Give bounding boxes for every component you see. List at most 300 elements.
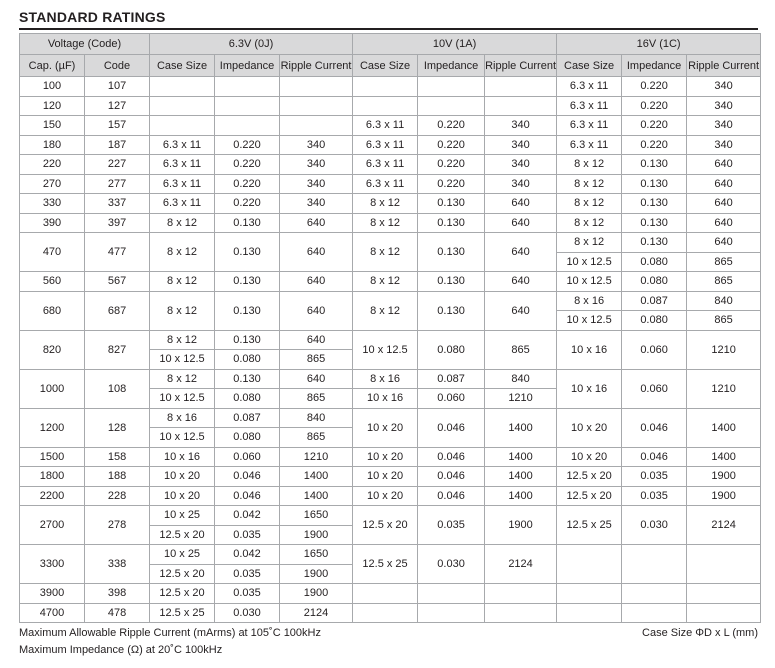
impedance-cell: 0.035 [215, 584, 280, 604]
table-row [20, 369, 761, 389]
ripple-cell: 1400 [485, 467, 557, 487]
impedance-cell: 0.220 [418, 135, 485, 155]
ripple-cell: 840 [687, 291, 761, 311]
impedance-cell: 0.130 [215, 213, 280, 233]
empty-cell [557, 545, 622, 584]
ripple-cell: 340 [280, 135, 353, 155]
empty-cell [687, 603, 761, 623]
ripple-cell: 2124 [280, 603, 353, 623]
empty-cell [418, 96, 485, 116]
impedance-cell: 0.035 [418, 506, 485, 545]
impedance-cell: 0.220 [418, 174, 485, 194]
impedance-cell: 0.220 [418, 155, 485, 175]
impedance-cell: 0.130 [215, 330, 280, 350]
ripple-cell: 640 [280, 330, 353, 350]
ripple-cell: 640 [485, 233, 557, 272]
impedance-cell: 0.046 [215, 486, 280, 506]
table-row [20, 506, 761, 526]
code-cell: 337 [85, 194, 150, 214]
ripple-header: Ripple Current [485, 55, 557, 77]
case-size-header: Case Size [353, 55, 418, 77]
impedance-cell: 0.046 [215, 467, 280, 487]
impedance-cell: 0.130 [215, 369, 280, 389]
cap-cell: 2200 [20, 486, 85, 506]
page-title: STANDARD RATINGS [19, 9, 166, 25]
ripple-cell: 1400 [280, 467, 353, 487]
impedance-cell: 0.035 [622, 486, 687, 506]
impedance-header: Impedance [215, 55, 280, 77]
case-size-header: Case Size [557, 55, 622, 77]
case-cell: 10 x 20 [353, 447, 418, 467]
ripple-header: Ripple Current [280, 55, 353, 77]
case-cell: 10 x 20 [150, 467, 215, 487]
impedance-header: Impedance [622, 55, 687, 77]
case-cell: 10 x 12.5 [353, 330, 418, 369]
cap-cell: 560 [20, 272, 85, 292]
empty-cell [353, 96, 418, 116]
ripple-cell: 340 [485, 116, 557, 136]
case-cell: 8 x 12 [353, 272, 418, 292]
case-cell: 10 x 12.5 [150, 350, 215, 370]
impedance-cell: 0.060 [622, 330, 687, 369]
case-cell: 8 x 12 [150, 233, 215, 272]
empty-cell [418, 77, 485, 97]
code-cell: 128 [85, 408, 150, 447]
code-cell: 228 [85, 486, 150, 506]
ripple-cell: 1400 [485, 447, 557, 467]
ripple-note: Maximum Allowable Ripple Current (mArms) at 105˚C 100kHz [19, 627, 321, 639]
ripple-cell: 340 [485, 155, 557, 175]
case-cell: 10 x 12.5 [557, 311, 622, 331]
code-cell: 278 [85, 506, 150, 545]
table-row [20, 233, 761, 253]
case-cell: 12.5 x 20 [557, 467, 622, 487]
ripple-cell: 1900 [280, 525, 353, 545]
ripple-cell: 640 [687, 155, 761, 175]
code-cell: 157 [85, 116, 150, 136]
cap-cell: 120 [20, 96, 85, 116]
case-cell: 12.5 x 20 [353, 506, 418, 545]
impedance-cell: 0.130 [622, 194, 687, 214]
ripple-cell: 1400 [485, 486, 557, 506]
table-row [20, 116, 761, 136]
case-cell: 8 x 12 [353, 291, 418, 330]
ripple-cell: 1900 [485, 506, 557, 545]
cap-cell: 1200 [20, 408, 85, 447]
impedance-cell: 0.060 [215, 447, 280, 467]
empty-cell [418, 603, 485, 623]
ripple-cell: 340 [485, 135, 557, 155]
ripple-cell: 1650 [280, 545, 353, 565]
empty-cell [687, 545, 761, 584]
impedance-cell: 0.087 [622, 291, 687, 311]
case-cell: 10 x 20 [353, 486, 418, 506]
code-cell: 127 [85, 96, 150, 116]
ripple-cell: 840 [280, 408, 353, 428]
impedance-cell: 0.220 [418, 116, 485, 136]
impedance-cell: 0.220 [215, 155, 280, 175]
impedance-cell: 0.060 [622, 369, 687, 408]
table-row [20, 584, 761, 604]
cap-cell: 470 [20, 233, 85, 272]
impedance-cell: 0.035 [215, 525, 280, 545]
case-cell: 10 x 12.5 [557, 252, 622, 272]
ripple-cell: 340 [280, 155, 353, 175]
ripple-cell: 865 [687, 252, 761, 272]
empty-cell [622, 603, 687, 623]
ripple-cell: 2124 [485, 545, 557, 584]
case-cell: 6.3 x 11 [557, 77, 622, 97]
impedance-cell: 0.080 [215, 428, 280, 448]
empty-cell [280, 116, 353, 136]
cap-cell: 820 [20, 330, 85, 369]
table-row [20, 291, 761, 311]
code-cell: 108 [85, 369, 150, 408]
empty-cell [215, 77, 280, 97]
ripple-cell: 865 [687, 272, 761, 292]
case-cell: 8 x 12 [353, 194, 418, 214]
case-cell: 6.3 x 11 [557, 96, 622, 116]
impedance-cell: 0.060 [418, 389, 485, 409]
table-row [20, 330, 761, 350]
ripple-cell: 340 [280, 174, 353, 194]
code-cell: 277 [85, 174, 150, 194]
impedance-cell: 0.130 [215, 291, 280, 330]
case-cell: 6.3 x 11 [353, 155, 418, 175]
case-cell: 8 x 12 [557, 194, 622, 214]
table-row [20, 135, 761, 155]
case-cell: 8 x 16 [150, 408, 215, 428]
cap-header: Cap. (µF) [20, 55, 85, 77]
ripple-cell: 340 [687, 77, 761, 97]
impedance-cell: 0.220 [622, 116, 687, 136]
empty-cell [215, 116, 280, 136]
impedance-cell: 0.220 [215, 194, 280, 214]
case-size-note: Case Size ΦD x L (mm) [642, 627, 758, 639]
ripple-cell: 340 [687, 135, 761, 155]
empty-cell [280, 96, 353, 116]
impedance-cell: 0.130 [418, 233, 485, 272]
ripple-cell: 1210 [280, 447, 353, 467]
ripple-cell: 640 [687, 213, 761, 233]
code-cell: 397 [85, 213, 150, 233]
table-row [20, 408, 761, 428]
impedance-cell: 0.220 [215, 135, 280, 155]
empty-cell [150, 77, 215, 97]
impedance-cell: 0.046 [418, 486, 485, 506]
impedance-note: Maximum Impedance (Ω) at 20˚C 100kHz [19, 644, 223, 656]
cap-cell: 220 [20, 155, 85, 175]
ripple-cell: 340 [687, 96, 761, 116]
code-cell: 338 [85, 545, 150, 584]
ripple-cell: 1900 [280, 564, 353, 584]
empty-cell [485, 77, 557, 97]
cap-cell: 2700 [20, 506, 85, 545]
ripple-cell: 640 [280, 272, 353, 292]
impedance-cell: 0.130 [622, 213, 687, 233]
table-row [20, 447, 761, 467]
case-cell: 12.5 x 20 [150, 525, 215, 545]
case-cell: 8 x 12 [557, 174, 622, 194]
table-row [20, 174, 761, 194]
case-cell: 6.3 x 11 [353, 174, 418, 194]
ripple-cell: 1650 [280, 506, 353, 526]
ripple-cell: 640 [485, 194, 557, 214]
ripple-cell: 640 [485, 272, 557, 292]
impedance-cell: 0.030 [622, 506, 687, 545]
case-cell: 10 x 20 [150, 486, 215, 506]
empty-cell [353, 584, 418, 604]
group-header-6v3: 6.3V (0J) [150, 34, 353, 55]
impedance-cell: 0.080 [622, 272, 687, 292]
ripple-cell: 640 [280, 213, 353, 233]
cap-cell: 180 [20, 135, 85, 155]
case-cell: 6.3 x 11 [150, 135, 215, 155]
impedance-cell: 0.130 [622, 174, 687, 194]
ripple-cell: 840 [485, 369, 557, 389]
ripple-cell: 865 [687, 311, 761, 331]
code-cell: 687 [85, 291, 150, 330]
case-cell: 10 x 16 [557, 369, 622, 408]
case-cell: 10 x 16 [150, 447, 215, 467]
ripple-cell: 340 [280, 194, 353, 214]
ripple-cell: 640 [687, 233, 761, 253]
impedance-cell: 0.080 [215, 350, 280, 370]
case-cell: 10 x 12.5 [150, 428, 215, 448]
case-cell: 8 x 12 [150, 369, 215, 389]
group-header-10v: 10V (1A) [353, 34, 557, 55]
empty-cell [485, 603, 557, 623]
case-cell: 12.5 x 20 [557, 486, 622, 506]
empty-cell [150, 96, 215, 116]
impedance-cell: 0.046 [622, 447, 687, 467]
empty-cell [622, 584, 687, 604]
impedance-cell: 0.030 [418, 545, 485, 584]
case-cell: 8 x 12 [150, 213, 215, 233]
ripple-cell: 340 [687, 116, 761, 136]
case-cell: 6.3 x 11 [557, 135, 622, 155]
impedance-cell: 0.130 [418, 194, 485, 214]
impedance-cell: 0.130 [215, 272, 280, 292]
impedance-cell: 0.046 [622, 408, 687, 447]
code-cell: 107 [85, 77, 150, 97]
table-row [20, 194, 761, 214]
impedance-cell: 0.130 [622, 233, 687, 253]
case-cell: 8 x 12 [150, 272, 215, 292]
case-cell: 12.5 x 25 [557, 506, 622, 545]
empty-cell [485, 584, 557, 604]
ripple-cell: 340 [485, 174, 557, 194]
case-cell: 6.3 x 11 [353, 116, 418, 136]
code-cell: 478 [85, 603, 150, 623]
code-cell: 187 [85, 135, 150, 155]
table-row [20, 96, 761, 116]
empty-cell [353, 603, 418, 623]
case-cell: 12.5 x 20 [150, 564, 215, 584]
case-cell: 10 x 20 [353, 408, 418, 447]
empty-cell [353, 77, 418, 97]
ripple-cell: 1900 [687, 467, 761, 487]
table-row [20, 272, 761, 292]
ripple-cell: 1900 [687, 486, 761, 506]
ripple-cell: 1400 [280, 486, 353, 506]
table-row [20, 545, 761, 565]
impedance-header: Impedance [418, 55, 485, 77]
code-cell: 227 [85, 155, 150, 175]
ripple-header: Ripple Current [687, 55, 761, 77]
case-cell: 10 x 25 [150, 506, 215, 526]
case-cell: 10 x 12.5 [557, 272, 622, 292]
impedance-cell: 0.046 [418, 447, 485, 467]
cap-cell: 4700 [20, 603, 85, 623]
impedance-cell: 0.130 [418, 272, 485, 292]
cap-cell: 1500 [20, 447, 85, 467]
case-cell: 8 x 12 [557, 155, 622, 175]
case-cell: 8 x 12 [353, 233, 418, 272]
case-cell: 10 x 16 [353, 389, 418, 409]
ripple-cell: 640 [485, 291, 557, 330]
ripple-cell: 2124 [687, 506, 761, 545]
case-cell: 6.3 x 11 [150, 194, 215, 214]
ripple-cell: 640 [485, 213, 557, 233]
impedance-cell: 0.130 [622, 155, 687, 175]
empty-cell [418, 584, 485, 604]
case-cell: 10 x 20 [557, 447, 622, 467]
ripple-cell: 865 [485, 330, 557, 369]
empty-cell [215, 96, 280, 116]
impedance-cell: 0.220 [622, 135, 687, 155]
case-cell: 10 x 20 [557, 408, 622, 447]
impedance-cell: 0.035 [622, 467, 687, 487]
cap-cell: 3900 [20, 584, 85, 604]
cap-cell: 270 [20, 174, 85, 194]
impedance-cell: 0.130 [215, 233, 280, 272]
case-cell: 8 x 12 [557, 233, 622, 253]
ripple-cell: 1400 [485, 408, 557, 447]
case-cell: 8 x 16 [557, 291, 622, 311]
empty-cell [622, 545, 687, 584]
case-cell: 12.5 x 25 [353, 545, 418, 584]
impedance-cell: 0.130 [418, 291, 485, 330]
ripple-cell: 1210 [687, 330, 761, 369]
impedance-cell: 0.046 [418, 467, 485, 487]
empty-cell [687, 584, 761, 604]
case-cell: 8 x 12 [557, 213, 622, 233]
empty-cell [485, 96, 557, 116]
code-header: Code [85, 55, 150, 77]
header-row-columns [20, 55, 761, 77]
impedance-cell: 0.046 [418, 408, 485, 447]
code-cell: 477 [85, 233, 150, 272]
impedance-cell: 0.080 [215, 389, 280, 409]
cap-cell: 1000 [20, 369, 85, 408]
cap-cell: 680 [20, 291, 85, 330]
table-row [20, 213, 761, 233]
cap-cell: 3300 [20, 545, 85, 584]
case-size-header: Case Size [150, 55, 215, 77]
cap-cell: 1800 [20, 467, 85, 487]
ripple-cell: 865 [280, 428, 353, 448]
table-row [20, 486, 761, 506]
ripple-cell: 640 [280, 369, 353, 389]
ripple-cell: 1400 [687, 447, 761, 467]
impedance-cell: 0.220 [622, 96, 687, 116]
case-cell: 8 x 12 [150, 330, 215, 350]
voltage-code-header: Voltage (Code) [20, 34, 150, 55]
title-rule [19, 28, 758, 30]
empty-cell [280, 77, 353, 97]
case-cell: 8 x 16 [353, 369, 418, 389]
code-cell: 188 [85, 467, 150, 487]
ripple-cell: 640 [687, 194, 761, 214]
impedance-cell: 0.080 [622, 252, 687, 272]
group-header-16v: 16V (1C) [557, 34, 761, 55]
impedance-cell: 0.030 [215, 603, 280, 623]
code-cell: 158 [85, 447, 150, 467]
code-cell: 827 [85, 330, 150, 369]
case-cell: 10 x 25 [150, 545, 215, 565]
cap-cell: 150 [20, 116, 85, 136]
ripple-cell: 1400 [687, 408, 761, 447]
impedance-cell: 0.035 [215, 564, 280, 584]
impedance-cell: 0.080 [418, 330, 485, 369]
cap-cell: 330 [20, 194, 85, 214]
impedance-cell: 0.042 [215, 545, 280, 565]
ripple-cell: 865 [280, 350, 353, 370]
case-cell: 6.3 x 11 [150, 174, 215, 194]
ratings-table [19, 33, 761, 623]
ripple-cell: 865 [280, 389, 353, 409]
cap-cell: 100 [20, 77, 85, 97]
case-cell: 8 x 12 [150, 291, 215, 330]
case-cell: 10 x 20 [353, 467, 418, 487]
ripple-cell: 1210 [687, 369, 761, 408]
ripple-cell: 640 [280, 291, 353, 330]
table-row [20, 77, 761, 97]
code-cell: 398 [85, 584, 150, 604]
ratings-body [20, 77, 761, 623]
case-cell: 8 x 12 [353, 213, 418, 233]
impedance-cell: 0.087 [418, 369, 485, 389]
ripple-cell: 640 [280, 233, 353, 272]
code-cell: 567 [85, 272, 150, 292]
empty-cell [150, 116, 215, 136]
table-row [20, 155, 761, 175]
ripple-cell: 1210 [485, 389, 557, 409]
case-cell: 6.3 x 11 [353, 135, 418, 155]
case-cell: 12.5 x 20 [150, 584, 215, 604]
table-row [20, 467, 761, 487]
header-row-voltage [20, 34, 761, 55]
impedance-cell: 0.042 [215, 506, 280, 526]
impedance-cell: 0.087 [215, 408, 280, 428]
table-row [20, 603, 761, 623]
case-cell: 10 x 16 [557, 330, 622, 369]
impedance-cell: 0.080 [622, 311, 687, 331]
impedance-cell: 0.220 [215, 174, 280, 194]
case-cell: 6.3 x 11 [557, 116, 622, 136]
ripple-cell: 1900 [280, 584, 353, 604]
ripple-cell: 640 [687, 174, 761, 194]
impedance-cell: 0.130 [418, 213, 485, 233]
case-cell: 6.3 x 11 [150, 155, 215, 175]
cap-cell: 390 [20, 213, 85, 233]
case-cell: 12.5 x 25 [150, 603, 215, 623]
impedance-cell: 0.220 [622, 77, 687, 97]
empty-cell [557, 603, 622, 623]
case-cell: 10 x 12.5 [150, 389, 215, 409]
empty-cell [557, 584, 622, 604]
